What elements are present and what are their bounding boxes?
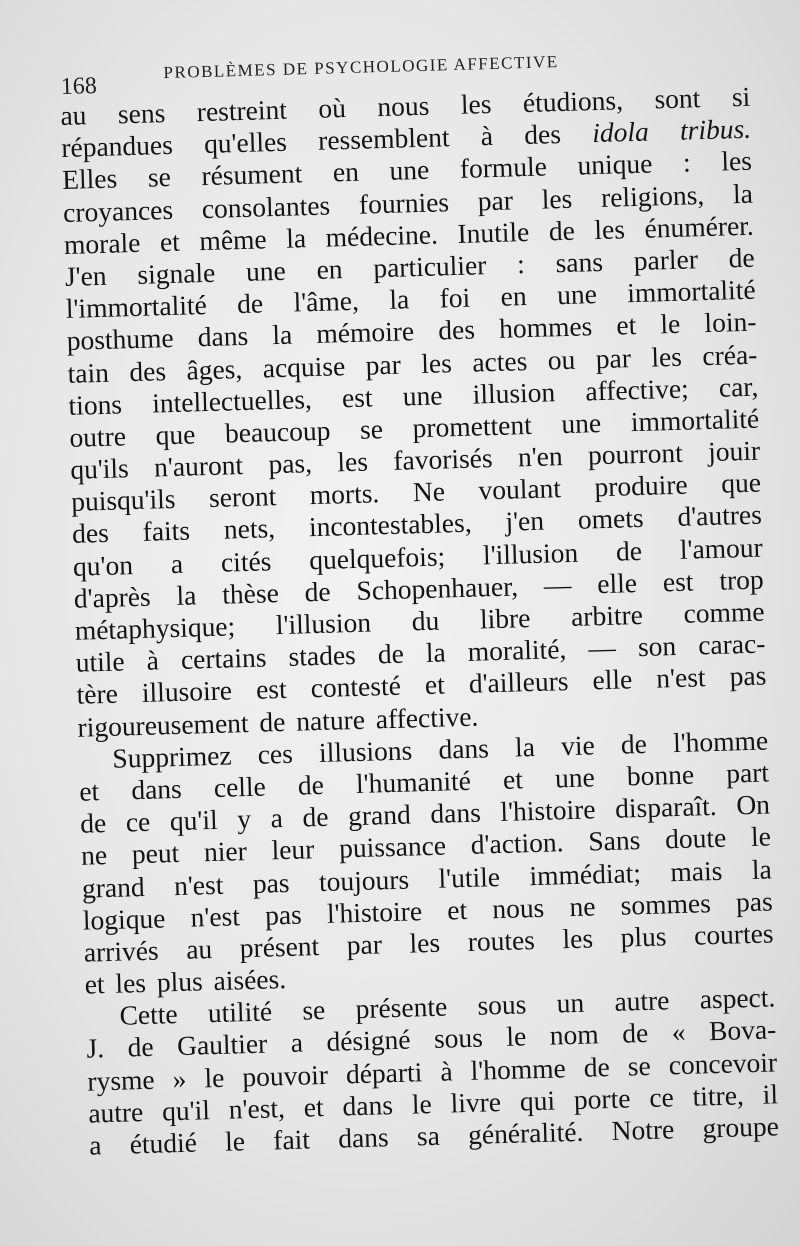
word: la [176,579,197,611]
word: quelquefois; [308,540,446,575]
word: Inutile [457,215,530,249]
word: de [548,214,576,247]
word: et [303,1090,325,1123]
word: trop [718,563,765,596]
word: : [516,248,526,280]
word: de [620,727,648,760]
word: mais [669,854,723,887]
word: se [359,412,384,445]
word: grand [81,870,146,904]
word: l'amour [679,531,764,565]
word: au [60,99,87,131]
word: le [750,820,772,853]
word: la [285,221,307,254]
word: nous [376,89,430,123]
word: de [297,768,325,801]
word: la [732,177,754,209]
word: voulant [478,472,562,506]
word: les [562,922,594,955]
word: rysme [86,1063,156,1097]
word: le [224,1125,246,1157]
word: de [583,1050,611,1083]
word: les [541,182,573,215]
word: les [593,213,626,245]
word: l'âme, [293,284,360,318]
word: des [128,354,167,387]
word: n'est [190,899,241,933]
word: les [420,346,453,379]
word: de [236,287,264,320]
word: de [258,705,286,738]
word: — [543,568,572,601]
word: autre [87,1095,144,1129]
word: sous [433,1022,484,1055]
word: signale [136,256,216,290]
word: qu'il [169,804,219,837]
word: le [204,1061,225,1093]
word: car, [718,370,759,403]
word: tions [68,388,123,421]
word: immortalité [626,273,756,309]
word: n'est [173,868,224,901]
word: pas [264,898,303,931]
word: qu'elles [203,125,288,160]
word: comme [683,595,765,629]
word: n'auront [153,449,244,483]
word: l'histoire [326,894,423,929]
word: une [389,154,430,187]
word: pas [729,659,767,692]
word: en [500,280,528,312]
word: à [439,1055,453,1087]
word: et [615,309,637,341]
italic-word: idola [591,115,650,149]
word: plus [620,920,667,953]
word: présente [355,990,448,1025]
word: sommes [620,886,712,921]
word: et [159,225,181,258]
word: les [460,87,492,120]
word: les [336,445,369,478]
word: fournies [358,185,450,220]
word: morale [63,226,141,260]
word: Schopenhauer, [356,570,519,606]
word: âges, [186,352,243,386]
word: médecine. [325,218,439,253]
word: les [720,145,753,177]
word: tain [67,356,110,389]
word: Gaultier [176,1028,268,1062]
word: sans [555,245,604,279]
word: peut [131,837,180,870]
word: unique [577,147,653,181]
word: l'humanité [355,764,472,799]
word: dans [342,1088,394,1122]
word: de [127,1031,154,1063]
word: fait [272,1123,311,1156]
word: morts. [309,477,380,511]
word: puissance [338,829,447,864]
word: sont [654,82,701,115]
word: Elles [61,162,118,196]
word: résument [201,157,303,192]
word: et [84,968,105,1000]
word: aspect. [699,981,776,1015]
word: stades [288,639,357,673]
word: pouvoir [241,1058,329,1092]
word: créa- [701,338,758,371]
word: aisées. [213,963,287,997]
word: On [735,788,771,821]
word: une [245,254,287,287]
word: métaphysique; [74,610,236,646]
word: ou [547,343,576,375]
word: illusoire [141,674,233,709]
word: par [365,348,402,381]
word: les [650,340,683,373]
word: a [88,1129,102,1161]
word: acquise [262,349,346,383]
word: courtes [693,917,774,951]
word: qu'ils [69,452,130,485]
word: de [304,575,332,608]
word: disparaît. [614,790,718,824]
italic-word: tribus. [679,112,752,146]
word: outre [68,420,127,453]
word: cités [220,544,272,578]
word: doute [664,822,727,855]
word: le [411,1087,433,1120]
word: des [523,118,562,151]
word: de [615,534,643,567]
word: la [388,283,410,316]
word: faits [142,514,191,548]
word: logique [82,902,166,936]
word: — [587,631,617,664]
body-text [60,81,779,1162]
word: qu'il [161,1094,211,1127]
word: le [659,308,681,340]
word: nets, [223,512,276,546]
word: des [71,517,110,550]
word: thèse [221,576,280,610]
word: Sans [587,824,641,857]
word: livre [450,1085,502,1119]
word: pas [252,866,290,899]
word: à [146,644,160,676]
word: répandues [60,129,174,164]
word: départi [345,1055,423,1090]
word: porte [573,1082,631,1115]
word: Bova- [708,1013,777,1047]
word: se [301,994,326,1026]
word: croyances [62,193,174,228]
word: foi [439,281,471,314]
word: dans [337,1121,390,1154]
running-head: PROBLÈMES DE PSYCHOLOGIE AFFECTIVE [163,52,559,83]
word: un [556,986,585,1019]
word: toujours [318,863,410,897]
word: posthume [66,322,175,357]
word: utilité [207,995,273,1029]
word: par [477,183,514,216]
word: dans [130,772,183,806]
word: vie [560,729,596,762]
word: a [290,1027,304,1059]
word: titre, [692,1079,745,1112]
word: ce [125,805,151,838]
word: Cette [119,998,179,1031]
word: utile [75,645,126,678]
word: a [170,547,184,579]
word: favorisés [392,442,494,476]
word: où [317,92,347,124]
word: l'histoire [499,793,596,828]
word: groupe [702,1110,780,1144]
word: désigné [326,1024,411,1058]
word: d'après [73,580,152,614]
word: et [446,893,468,926]
word: ce [648,1081,675,1113]
word: dans [197,320,249,353]
word: par [595,341,632,374]
word: religions, [600,178,705,213]
word: en [316,253,343,285]
word: l'immortalité [65,289,208,325]
word: du [411,604,440,637]
word: consolantes [201,189,331,224]
word: d'ailleurs [468,665,569,700]
word: l'utile [438,860,501,894]
word: a [270,802,284,834]
word: Notre [611,1113,675,1146]
word: est [341,381,373,413]
word: intellectuelles, [151,382,313,419]
word: la [514,730,536,763]
word: plus [156,965,204,998]
word: par [346,928,383,961]
word: certains [180,641,267,676]
word: présent [239,929,320,964]
word: étudions, [522,84,624,119]
word: immortalité [630,402,760,438]
word: sa [416,1119,441,1152]
word: les [114,967,147,999]
word: son [637,630,677,663]
word: formule [459,150,548,185]
word: qui [519,1084,556,1117]
word: se [147,161,172,193]
word: que [720,466,762,499]
word: loin- [703,305,757,339]
word: mémoire [315,315,415,350]
word: l'illusion [482,536,579,570]
word: : [682,146,692,178]
word: si [731,80,751,113]
page-number: 168 [60,72,98,100]
word: que [155,418,196,451]
word: la [271,318,293,351]
word: particulier [372,249,487,284]
word: une [556,278,598,311]
word: elle [592,663,633,696]
word: même [198,223,268,256]
word: à [480,120,494,152]
word: Ne [412,475,446,508]
word: beaucoup [224,414,331,449]
word: incontestables, [308,507,473,543]
word: d'action. [470,826,564,861]
word: grand [347,798,412,832]
word: sous [477,988,527,1021]
word: nier [203,835,248,868]
word: arrivés [83,934,160,968]
word: seront [208,480,277,514]
word: libre [479,602,531,635]
word: « [671,1016,686,1048]
word: hommes [498,310,593,345]
word: de [621,1017,649,1050]
word: arbitre [570,598,644,632]
word: pas, [268,447,313,480]
word: ne [80,839,108,872]
word: » [172,1062,187,1094]
word: affective; [584,372,690,407]
word: ne [569,890,596,922]
word: concevoir [668,1045,778,1080]
word: J. [86,1032,105,1065]
word: nature [295,703,366,737]
word: dans [437,732,490,765]
word: elle [596,566,638,599]
word: la [751,852,773,885]
word: se [627,1049,652,1082]
word: autre [614,984,670,1018]
word: le [505,1020,527,1053]
word: de [377,637,405,670]
word: routes [467,923,536,957]
word: étudié [129,1126,198,1160]
word: est [662,565,694,598]
word: J'en [64,259,107,292]
word: de [79,807,107,839]
word: en [332,156,360,188]
word: pas [735,885,774,918]
word: qu'on [72,548,134,582]
word: celle [213,770,267,803]
word: leur [271,833,315,866]
word: pourront [587,436,684,471]
word: bonne [626,758,695,792]
word: contesté [310,670,402,704]
word: carac- [697,627,766,661]
word: rigoureusement [77,706,249,743]
word: de [302,800,329,833]
word: les [409,926,441,959]
word: une [402,379,443,412]
word: nom [549,1018,600,1052]
word: moralité, [467,633,567,668]
word: d'autres [677,499,763,533]
word: énumérer. [644,209,755,244]
word: est [255,673,288,706]
word: dans [429,796,482,830]
word: et [78,775,100,807]
word: n'est [655,661,706,694]
word: produire [594,468,689,503]
word: sens [117,97,166,130]
word: au [185,932,213,965]
word: immédiat; [529,856,642,891]
word: il [762,1078,779,1110]
word: n'est, [228,1091,286,1125]
word: restreint [196,93,288,128]
word: des [437,313,476,346]
word: Supprimez [111,739,232,774]
word: puisqu'ils [70,483,176,518]
word: parler [633,243,699,276]
word: de [728,241,756,274]
word: une [560,406,602,439]
word: jouir [707,434,761,468]
word: ressemblent [317,121,450,156]
word: et [502,763,524,795]
word: une [554,761,596,794]
word: l'homme [672,724,769,758]
word: j'en [505,505,545,538]
word: part [725,756,770,789]
word: y [236,803,252,835]
word: n'en [517,440,564,473]
word: l'illusion [275,606,372,641]
word: tère [76,677,119,711]
word: la [425,636,447,669]
word: l'homme [470,1051,567,1086]
word: ces [257,737,294,770]
word: illusion [472,375,556,410]
word: nous [491,891,545,924]
word: promettent [412,408,533,444]
word: omets [577,502,645,536]
word: affective. [375,700,479,734]
word: illusions [318,734,413,768]
word: et [424,668,446,701]
word: généralité. [467,1115,584,1151]
word: actes [471,344,528,378]
